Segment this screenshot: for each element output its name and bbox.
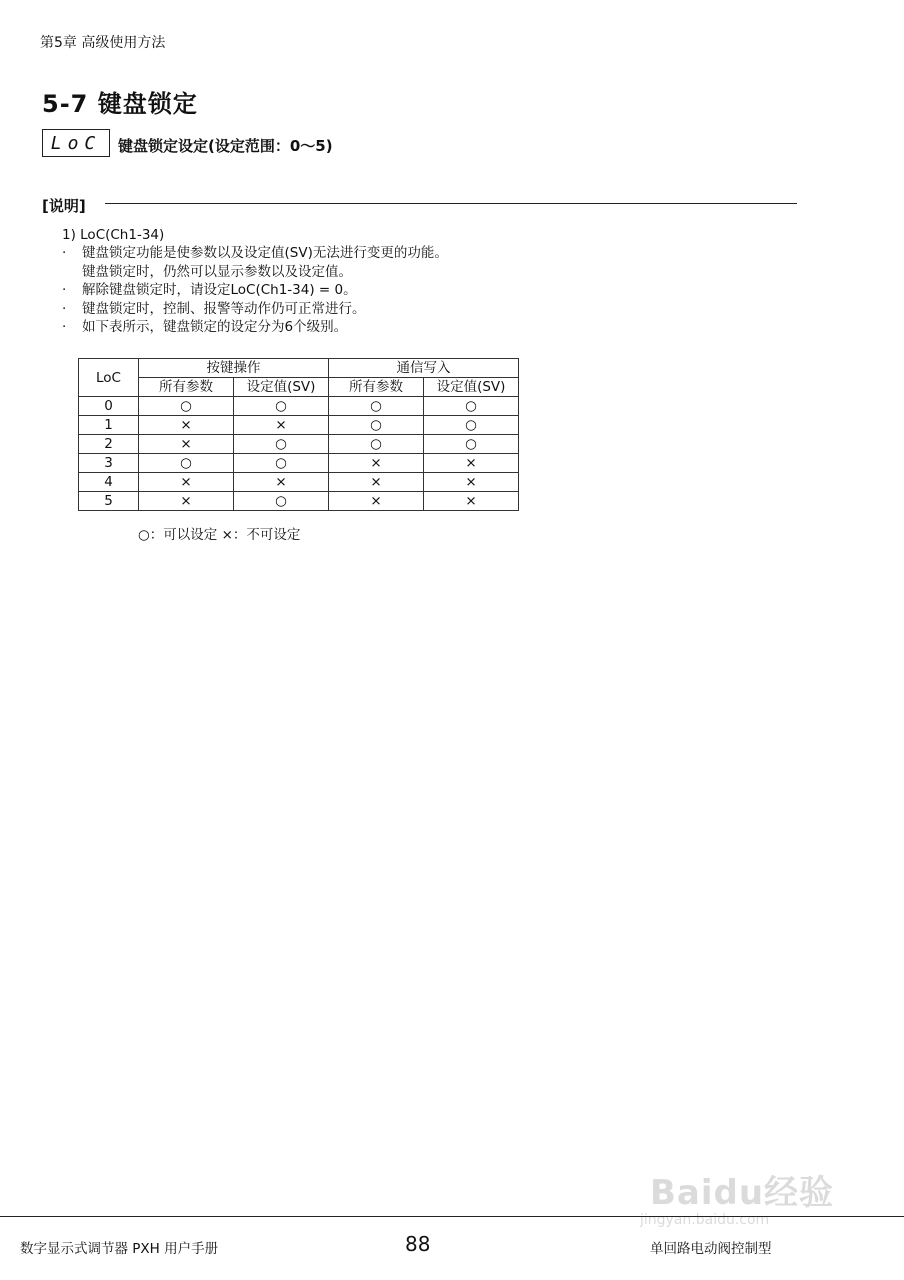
- note-text: 如下表所示，键盘锁定的设定分为6个级别。: [82, 319, 348, 336]
- note-text: 键盘锁定时，仍然可以显示参数以及设定值。: [82, 263, 352, 280]
- table-row: [79, 454, 519, 473]
- note-item-heading: 1) LoC(Ch1-34): [62, 227, 165, 243]
- cell-level: 4: [79, 473, 139, 492]
- cell-com-sv: ×: [424, 492, 519, 511]
- chapter-header: 第5章 高级使用方法: [40, 35, 166, 51]
- cell-com-all: ○: [329, 435, 424, 454]
- cell-com-all: ×: [329, 454, 424, 473]
- cell-level: 0: [79, 397, 139, 416]
- cell-key-all: ×: [139, 473, 234, 492]
- cell-key-sv: ×: [234, 473, 329, 492]
- cell-com-all: ×: [329, 473, 424, 492]
- parameter-title: 键盘锁定设定(设定范围：0～5): [118, 137, 333, 155]
- note-item: [62, 318, 448, 336]
- cell-com-sv: ○: [424, 397, 519, 416]
- cell-com-all: ○: [329, 416, 424, 435]
- note-text: 键盘锁定功能是使参数以及设定值(SV)无法进行变更的功能。: [82, 245, 448, 262]
- note-item-continuation: [62, 263, 448, 281]
- subheader-key-all-params: 所有参数: [139, 378, 234, 397]
- lcd-parameter-code: LoC: [42, 129, 110, 157]
- cell-com-all: ○: [329, 397, 424, 416]
- footer-model-type: 单回路电动阀控制型: [650, 1241, 772, 1257]
- cell-level: 5: [79, 492, 139, 511]
- footer-manual-title: 数字显示式调节器 PXH 用户手册: [20, 1241, 219, 1257]
- section-title: 5-7 键盘锁定: [42, 90, 198, 118]
- watermark-logo: Baidu经验: [650, 1173, 835, 1213]
- cell-level: 3: [79, 454, 139, 473]
- cell-level: 2: [79, 435, 139, 454]
- bullet: ·: [62, 300, 67, 317]
- table-row: [79, 492, 519, 511]
- note-item: [62, 300, 448, 318]
- cell-key-all: ○: [139, 397, 234, 416]
- cell-level: 1: [79, 416, 139, 435]
- cell-com-sv: ○: [424, 435, 519, 454]
- table-row: [79, 473, 519, 492]
- cell-com-sv: ×: [424, 473, 519, 492]
- bullet: ·: [62, 245, 67, 262]
- subheader-comm-sv: 设定值(SV): [424, 378, 519, 397]
- explanation-divider: [105, 203, 797, 204]
- cell-com-sv: ○: [424, 416, 519, 435]
- cell-key-sv: ○: [234, 492, 329, 511]
- cell-com-all: ×: [329, 492, 424, 511]
- header-comm-write: 通信写入: [329, 359, 519, 378]
- note-text: 解除键盘锁定时，请设定LoC(Ch1-34) = 0。: [82, 282, 357, 299]
- keylock-level-table: [78, 358, 519, 511]
- header-key-operation: 按键操作: [139, 359, 329, 378]
- subheader-key-sv: 设定值(SV): [234, 378, 329, 397]
- note-text: 键盘锁定时，控制、报警等动作仍可正常进行。: [82, 300, 366, 317]
- table-row: [79, 435, 519, 454]
- cell-key-sv: ○: [234, 454, 329, 473]
- table-legend: ○：可以设定 ×：不可设定: [138, 527, 301, 543]
- bullet: ·: [62, 319, 67, 336]
- cell-key-sv: ×: [234, 416, 329, 435]
- note-item: [62, 244, 448, 262]
- table-subheader-row: [79, 378, 519, 397]
- cell-key-all: ×: [139, 435, 234, 454]
- cell-com-sv: ×: [424, 454, 519, 473]
- cell-key-all: ×: [139, 492, 234, 511]
- bullet: ·: [62, 282, 67, 299]
- table-header-row: [79, 359, 519, 378]
- subheader-comm-all-params: 所有参数: [329, 378, 424, 397]
- table-row: [79, 397, 519, 416]
- footer-divider: [0, 1216, 904, 1217]
- cell-key-sv: ○: [234, 435, 329, 454]
- cell-key-all: ○: [139, 454, 234, 473]
- header-loc: LoC: [79, 359, 139, 397]
- watermark-url: jingyan.baidu.com: [640, 1212, 770, 1228]
- page-number: 88: [405, 1232, 431, 1256]
- explanation-notes: [62, 226, 448, 336]
- cell-key-sv: ○: [234, 397, 329, 416]
- table-row: [79, 416, 519, 435]
- note-item: [62, 281, 448, 299]
- cell-key-all: ×: [139, 416, 234, 435]
- explanation-label: [说明]: [42, 197, 86, 215]
